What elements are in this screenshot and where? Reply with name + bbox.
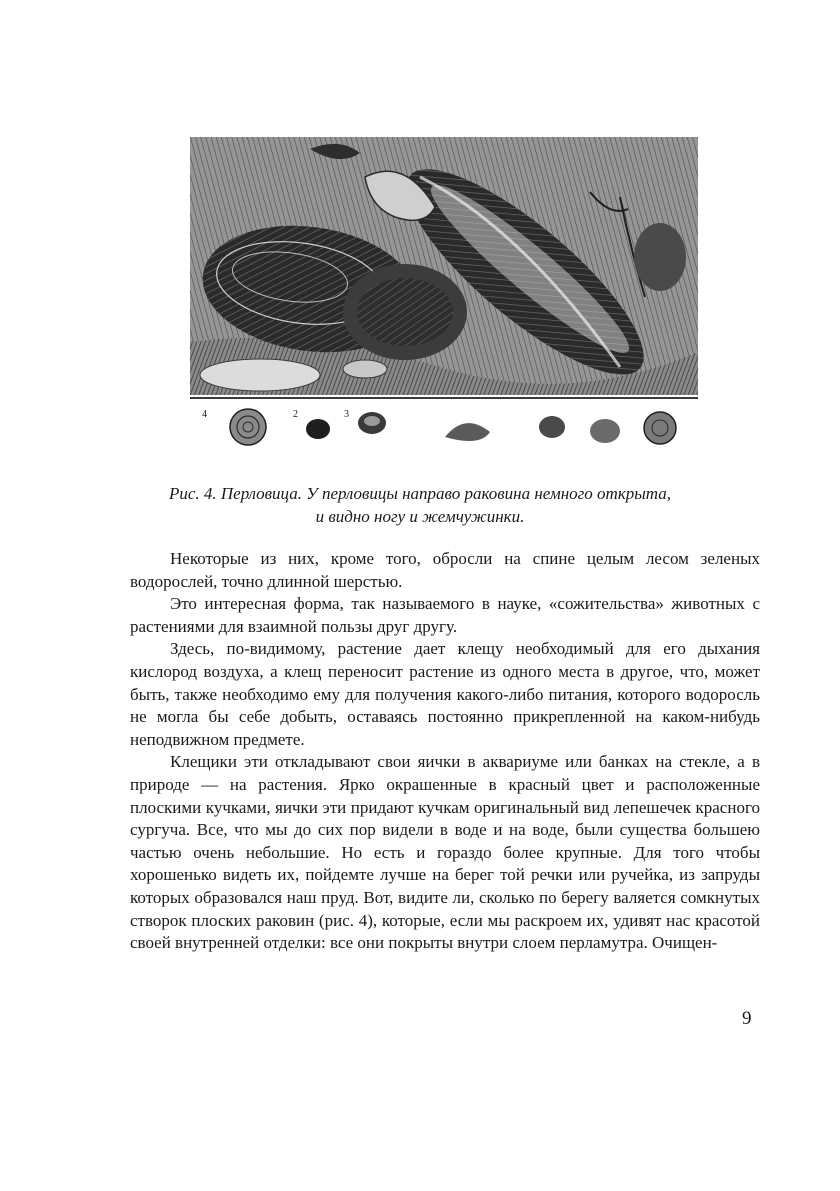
plate-number-4: 4 [202, 409, 207, 420]
engraving-illustration [190, 137, 698, 459]
plate-number-2: 2 [293, 409, 298, 420]
caption-line-1: Рис. 4. Перловица. У перловицы направо раковина немного открыта, [168, 484, 672, 503]
paragraph-4: Клещики эти откладывают свои яички в аквариуме или банках на стекле, а в природе — на растения. Ярко окрашенные в красный цвет и расположенные плоскими кучками, яички эти придают кучкам оригинальный вид лепешечек красного сургуча. Все, что мы до сих пор видели в воде и на воде, были существа большею частью очень небольшие. Но есть и гораздо более крупные. Для того чтобы хорошенько видеть их, пойдемте лучше на берег той речки или ручейка, из запруды которых образовался наш пруд. Вот, видите ли, сколько по берегу валяется сомкнутых створок плоских раковин (рис. 4), которые, если мы раскроем их, удивят нас красотой своей внутренней отделки: все они покрыты внутри слоем перламутра. Очищен- [130, 752, 760, 953]
paragraph-1: Некоторые из них, кроме того, обросли на спине целым лесом зеленых водорослей, точно длинной шерстью. [130, 549, 760, 591]
paragraph-2: Это интересная форма, так называемого в науке, «сожительства» животных с растениями для взаимной пользы друг другу. [130, 594, 760, 636]
body-text [130, 548, 760, 955]
plate-number-3: 3 [344, 409, 349, 420]
mussel-engraving [190, 137, 698, 459]
caption-line-2: и видно ногу и жемчужинки. [315, 507, 525, 526]
figure-caption [120, 482, 720, 528]
page-number: 9 [742, 1008, 752, 1029]
paragraph-3: Здесь, по-видимому, растение дает клещу необходимый для его дыхания кислород воздуха, а клещ переносит растение из одного места в другое, что, может быть, также необходимо ему для получения какого-либо питания, которого водоросль не могла бы себе добыть, оставаясь постоянно прикрепленной на каком-нибудь неподвижном предмете. [130, 639, 760, 749]
